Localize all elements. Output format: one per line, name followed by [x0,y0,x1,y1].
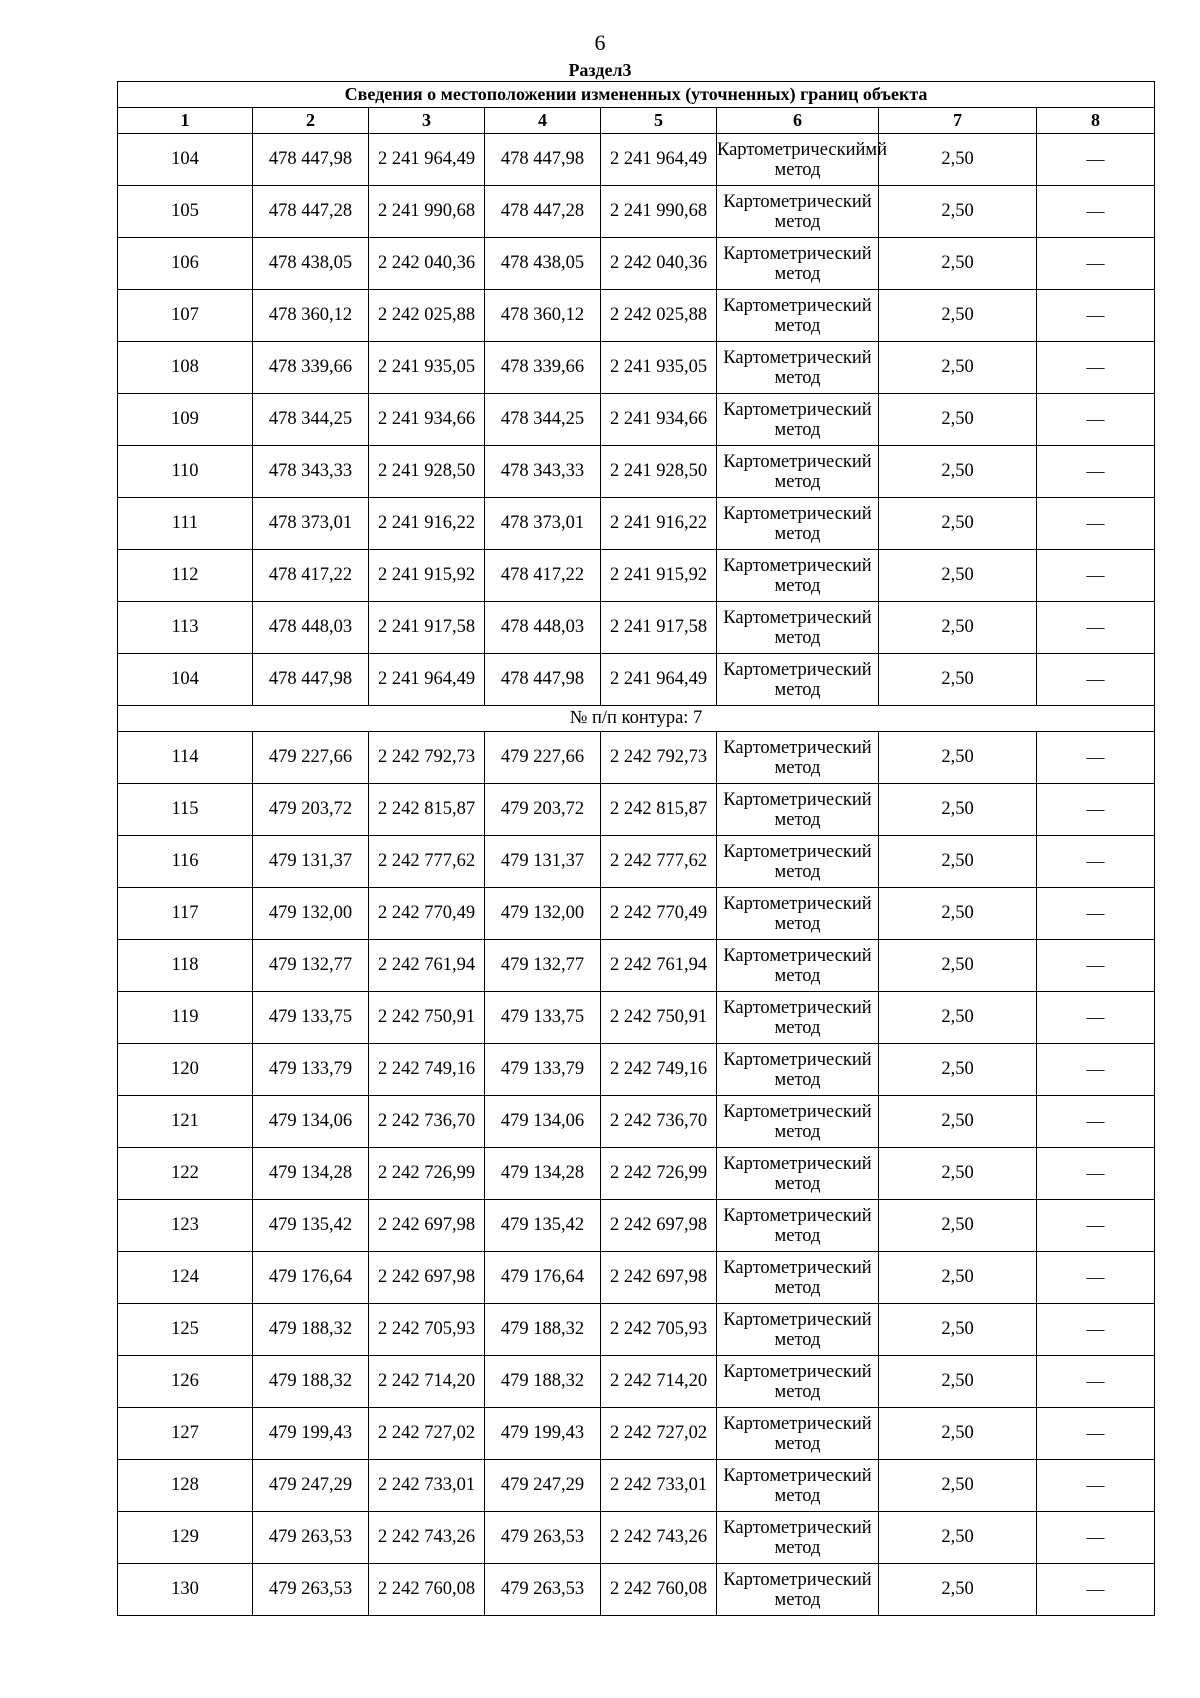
y-old-cell: 2 242 697,98 [369,1252,485,1304]
x-old-cell: 479 132,00 [253,888,369,940]
x-old-cell: 479 133,79 [253,1044,369,1096]
y-old-cell: 2 242 733,01 [369,1460,485,1512]
point-number-cell: 108 [118,342,253,394]
contour-label-row [118,706,1155,732]
method-cell: Картометрический метод [717,342,879,394]
x-new-cell: 478 360,12 [485,290,601,342]
precision-cell: 2,50 [879,186,1037,238]
y-old-cell: 2 242 792,73 [369,732,485,784]
table-row [118,446,1155,498]
y-new-cell: 2 242 777,62 [601,836,717,888]
point-number-cell: 121 [118,1096,253,1148]
y-old-cell: 2 242 705,93 [369,1304,485,1356]
method-cell: Картометрический метод [717,498,879,550]
description-cell: — [1037,446,1155,498]
precision-cell: 2,50 [879,1096,1037,1148]
column-number: 1 [118,108,253,134]
y-new-cell: 2 242 697,98 [601,1252,717,1304]
point-number-cell: 110 [118,446,253,498]
precision-cell: 2,50 [879,1512,1037,1564]
description-cell: — [1037,394,1155,446]
x-new-cell: 479 203,72 [485,784,601,836]
x-old-cell: 479 188,32 [253,1304,369,1356]
y-old-cell: 2 241 964,49 [369,654,485,706]
x-new-cell: 479 132,77 [485,940,601,992]
x-new-cell: 478 343,33 [485,446,601,498]
y-old-cell: 2 241 928,50 [369,446,485,498]
y-old-cell: 2 242 815,87 [369,784,485,836]
description-cell: — [1037,732,1155,784]
table-row [118,550,1155,602]
point-number-cell: 106 [118,238,253,290]
point-number-cell: 111 [118,498,253,550]
y-old-cell: 2 242 040,36 [369,238,485,290]
column-number: 7 [879,108,1037,134]
table-row [118,602,1155,654]
y-old-cell: 2 241 917,58 [369,602,485,654]
x-old-cell: 478 447,28 [253,186,369,238]
table-row [118,888,1155,940]
x-old-cell: 479 227,66 [253,732,369,784]
description-cell: — [1037,992,1155,1044]
y-old-cell: 2 242 749,16 [369,1044,485,1096]
x-old-cell: 478 360,12 [253,290,369,342]
description-cell: — [1037,550,1155,602]
page-number: 6 [594,30,606,55]
x-new-cell: 479 263,53 [485,1512,601,1564]
x-old-cell: 478 417,22 [253,550,369,602]
y-old-cell: 2 241 915,92 [369,550,485,602]
table-row [118,1044,1155,1096]
y-old-cell: 2 242 777,62 [369,836,485,888]
description-cell: — [1037,1096,1155,1148]
point-number-cell: 124 [118,1252,253,1304]
precision-cell: 2,50 [879,446,1037,498]
description-cell: — [1037,940,1155,992]
y-new-cell: 2 242 770,49 [601,888,717,940]
x-new-cell: 479 133,79 [485,1044,601,1096]
y-old-cell: 2 242 760,08 [369,1564,485,1616]
y-old-cell: 2 241 964,49 [369,134,485,186]
y-new-cell: 2 242 705,93 [601,1304,717,1356]
x-old-cell: 478 373,01 [253,498,369,550]
method-cell: Картометрический метод [717,784,879,836]
point-number-cell: 127 [118,1408,253,1460]
x-old-cell: 479 133,75 [253,992,369,1044]
table-row [118,1460,1155,1512]
table-row [118,654,1155,706]
point-number-cell: 104 [118,654,253,706]
point-number-cell: 113 [118,602,253,654]
point-number-cell: 107 [118,290,253,342]
y-old-cell: 2 241 990,68 [369,186,485,238]
method-cell: Картометрический метод [717,836,879,888]
description-cell: — [1037,342,1155,394]
column-number: 2 [253,108,369,134]
precision-cell: 2,50 [879,1408,1037,1460]
y-old-cell: 2 242 761,94 [369,940,485,992]
method-cell: Картометрический метод [717,186,879,238]
description-cell: — [1037,1304,1155,1356]
point-number-cell: 114 [118,732,253,784]
table-row [118,1304,1155,1356]
x-new-cell: 478 447,98 [485,654,601,706]
contour-label: № п/п контура: 7 [118,706,1155,732]
precision-cell: 2,50 [879,1200,1037,1252]
point-number-cell: 125 [118,1304,253,1356]
coordinates-table [117,81,1155,1616]
description-cell: — [1037,134,1155,186]
y-new-cell: 2 242 761,94 [601,940,717,992]
x-old-cell: 479 199,43 [253,1408,369,1460]
table-row [118,1096,1155,1148]
precision-cell: 2,50 [879,602,1037,654]
method-cell: Картометрический метод [717,1304,879,1356]
y-old-cell: 2 242 726,99 [369,1148,485,1200]
y-new-cell: 2 242 815,87 [601,784,717,836]
table-row [118,1512,1155,1564]
table-row [118,1148,1155,1200]
description-cell: — [1037,784,1155,836]
y-new-cell: 2 242 040,36 [601,238,717,290]
precision-cell: 2,50 [879,784,1037,836]
description-cell: — [1037,1356,1155,1408]
point-number-cell: 123 [118,1200,253,1252]
precision-cell: 2,50 [879,1460,1037,1512]
description-cell: — [1037,290,1155,342]
y-new-cell: 2 241 915,92 [601,550,717,602]
y-old-cell: 2 241 916,22 [369,498,485,550]
column-number: 6 [717,108,879,134]
x-new-cell: 479 188,32 [485,1356,601,1408]
point-number-cell: 119 [118,992,253,1044]
point-number-cell: 117 [118,888,253,940]
y-old-cell: 2 242 727,02 [369,1408,485,1460]
method-cell: Картометрический метод [717,732,879,784]
y-old-cell: 2 241 935,05 [369,342,485,394]
y-old-cell: 2 242 743,26 [369,1512,485,1564]
x-new-cell: 478 447,98 [485,134,601,186]
x-old-cell: 479 134,06 [253,1096,369,1148]
point-number-cell: 130 [118,1564,253,1616]
description-cell: — [1037,654,1155,706]
y-new-cell: 2 242 750,91 [601,992,717,1044]
method-cell: Картометрический метод [717,1044,879,1096]
x-old-cell: 479 263,53 [253,1564,369,1616]
description-cell: — [1037,1460,1155,1512]
x-old-cell: 479 135,42 [253,1200,369,1252]
description-cell: — [1037,888,1155,940]
x-old-cell: 479 188,32 [253,1356,369,1408]
x-new-cell: 478 373,01 [485,498,601,550]
precision-cell: 2,50 [879,1044,1037,1096]
table-row [118,186,1155,238]
method-cell: Картометрический метод [717,290,879,342]
table-row [118,1200,1155,1252]
y-new-cell: 2 241 935,05 [601,342,717,394]
point-number-cell: 109 [118,394,253,446]
description-cell: — [1037,602,1155,654]
x-new-cell: 479 199,43 [485,1408,601,1460]
precision-cell: 2,50 [879,290,1037,342]
method-cell: Картометрический метод [717,1200,879,1252]
point-number-cell: 128 [118,1460,253,1512]
precision-cell: 2,50 [879,992,1037,1044]
precision-cell: 2,50 [879,888,1037,940]
x-new-cell: 478 344,25 [485,394,601,446]
x-old-cell: 479 131,37 [253,836,369,888]
column-number: 4 [485,108,601,134]
x-new-cell: 479 227,66 [485,732,601,784]
precision-cell: 2,50 [879,1356,1037,1408]
table-row [118,1356,1155,1408]
table-row [118,290,1155,342]
precision-cell: 2,50 [879,134,1037,186]
method-cell: Картометрический метод [717,1252,879,1304]
y-old-cell: 2 241 934,66 [369,394,485,446]
x-old-cell: 478 448,03 [253,602,369,654]
table-row [118,732,1155,784]
y-new-cell: 2 242 726,99 [601,1148,717,1200]
y-new-cell: 2 242 792,73 [601,732,717,784]
precision-cell: 2,50 [879,1148,1037,1200]
x-new-cell: 479 247,29 [485,1460,601,1512]
method-cell: Картометрический метод [717,238,879,290]
precision-cell: 2,50 [879,342,1037,394]
precision-cell: 2,50 [879,498,1037,550]
x-new-cell: 479 132,00 [485,888,601,940]
description-cell: — [1037,186,1155,238]
method-cell: Картометрический метод [717,602,879,654]
method-cell: Картометрический метод [717,446,879,498]
description-cell: — [1037,1148,1155,1200]
description-cell: — [1037,1044,1155,1096]
y-new-cell: 2 242 736,70 [601,1096,717,1148]
x-new-cell: 479 131,37 [485,836,601,888]
method-cell: Картометрический метод [717,1408,879,1460]
x-old-cell: 479 134,28 [253,1148,369,1200]
table-row [118,134,1155,186]
y-new-cell: 2 242 697,98 [601,1200,717,1252]
precision-cell: 2,50 [879,394,1037,446]
table-row [118,238,1155,290]
x-old-cell: 479 247,29 [253,1460,369,1512]
column-number: 3 [369,108,485,134]
method-cell: Картометрический метод [717,1148,879,1200]
x-old-cell: 478 339,66 [253,342,369,394]
precision-cell: 2,50 [879,1564,1037,1616]
method-cell: Картометрический метод [717,394,879,446]
x-old-cell: 478 344,25 [253,394,369,446]
x-new-cell: 479 176,64 [485,1252,601,1304]
method-cell: Картометрический метод [717,550,879,602]
description-cell: — [1037,1564,1155,1616]
y-old-cell: 2 242 770,49 [369,888,485,940]
y-new-cell: 2 241 916,22 [601,498,717,550]
table-caption: Сведения о местоположении измененных (уточненных) границ объекта [118,82,1155,108]
description-cell: — [1037,836,1155,888]
method-cell: Картометрический метод [717,992,879,1044]
table-row [118,394,1155,446]
x-new-cell: 479 133,75 [485,992,601,1044]
table-row [118,784,1155,836]
precision-cell: 2,50 [879,836,1037,888]
x-old-cell: 478 447,98 [253,654,369,706]
table-row [118,992,1155,1044]
point-number-cell: 104 [118,134,253,186]
y-new-cell: 2 241 917,58 [601,602,717,654]
y-new-cell: 2 242 025,88 [601,290,717,342]
table-row [118,940,1155,992]
description-cell: — [1037,1200,1155,1252]
x-new-cell: 478 447,28 [485,186,601,238]
x-old-cell: 479 263,53 [253,1512,369,1564]
description-cell: — [1037,498,1155,550]
method-cell: Картометрический метод [717,1512,879,1564]
table-row [118,498,1155,550]
table-row [118,1408,1155,1460]
point-number-cell: 122 [118,1148,253,1200]
y-old-cell: 2 242 714,20 [369,1356,485,1408]
y-old-cell: 2 242 736,70 [369,1096,485,1148]
table-row [118,1564,1155,1616]
point-number-cell: 105 [118,186,253,238]
description-cell: — [1037,1252,1155,1304]
x-old-cell: 479 176,64 [253,1252,369,1304]
x-new-cell: 478 448,03 [485,602,601,654]
column-number-row [118,108,1155,134]
y-new-cell: 2 241 934,66 [601,394,717,446]
y-old-cell: 2 242 750,91 [369,992,485,1044]
y-new-cell: 2 242 749,16 [601,1044,717,1096]
point-number-cell: 116 [118,836,253,888]
column-number: 5 [601,108,717,134]
method-cell: Картометрическиймй метод [717,134,879,186]
y-new-cell: 2 241 964,49 [601,654,717,706]
precision-cell: 2,50 [879,732,1037,784]
y-old-cell: 2 242 697,98 [369,1200,485,1252]
point-number-cell: 118 [118,940,253,992]
precision-cell: 2,50 [879,550,1037,602]
description-cell: — [1037,238,1155,290]
point-number-cell: 115 [118,784,253,836]
method-cell: Картометрический метод [717,1460,879,1512]
x-new-cell: 479 188,32 [485,1304,601,1356]
y-new-cell: 2 242 727,02 [601,1408,717,1460]
method-cell: Картометрический метод [717,654,879,706]
point-number-cell: 129 [118,1512,253,1564]
y-new-cell: 2 242 733,01 [601,1460,717,1512]
y-new-cell: 2 242 743,26 [601,1512,717,1564]
x-new-cell: 479 134,06 [485,1096,601,1148]
table-row [118,342,1155,394]
method-cell: Картометрический метод [717,1356,879,1408]
table-row [118,836,1155,888]
precision-cell: 2,50 [879,940,1037,992]
x-old-cell: 478 447,98 [253,134,369,186]
description-cell: — [1037,1512,1155,1564]
precision-cell: 2,50 [879,654,1037,706]
method-cell: Картометрический метод [717,940,879,992]
x-old-cell: 478 343,33 [253,446,369,498]
method-cell: Картометрический метод [717,1096,879,1148]
x-new-cell: 478 417,22 [485,550,601,602]
x-old-cell: 479 203,72 [253,784,369,836]
x-new-cell: 479 135,42 [485,1200,601,1252]
column-number: 8 [1037,108,1155,134]
description-cell: — [1037,1408,1155,1460]
x-new-cell: 478 438,05 [485,238,601,290]
table-row [118,1252,1155,1304]
point-number-cell: 112 [118,550,253,602]
precision-cell: 2,50 [879,1304,1037,1356]
x-old-cell: 479 132,77 [253,940,369,992]
method-cell: Картометрический метод [717,1564,879,1616]
x-old-cell: 478 438,05 [253,238,369,290]
x-new-cell: 479 134,28 [485,1148,601,1200]
section-title: Раздел3 [568,60,632,80]
x-new-cell: 479 263,53 [485,1564,601,1616]
x-new-cell: 478 339,66 [485,342,601,394]
y-new-cell: 2 241 990,68 [601,186,717,238]
y-new-cell: 2 242 760,08 [601,1564,717,1616]
method-cell: Картометрический метод [717,888,879,940]
precision-cell: 2,50 [879,1252,1037,1304]
y-new-cell: 2 242 714,20 [601,1356,717,1408]
y-new-cell: 2 241 928,50 [601,446,717,498]
point-number-cell: 126 [118,1356,253,1408]
precision-cell: 2,50 [879,238,1037,290]
point-number-cell: 120 [118,1044,253,1096]
y-old-cell: 2 242 025,88 [369,290,485,342]
table-body [118,134,1155,1616]
y-new-cell: 2 241 964,49 [601,134,717,186]
